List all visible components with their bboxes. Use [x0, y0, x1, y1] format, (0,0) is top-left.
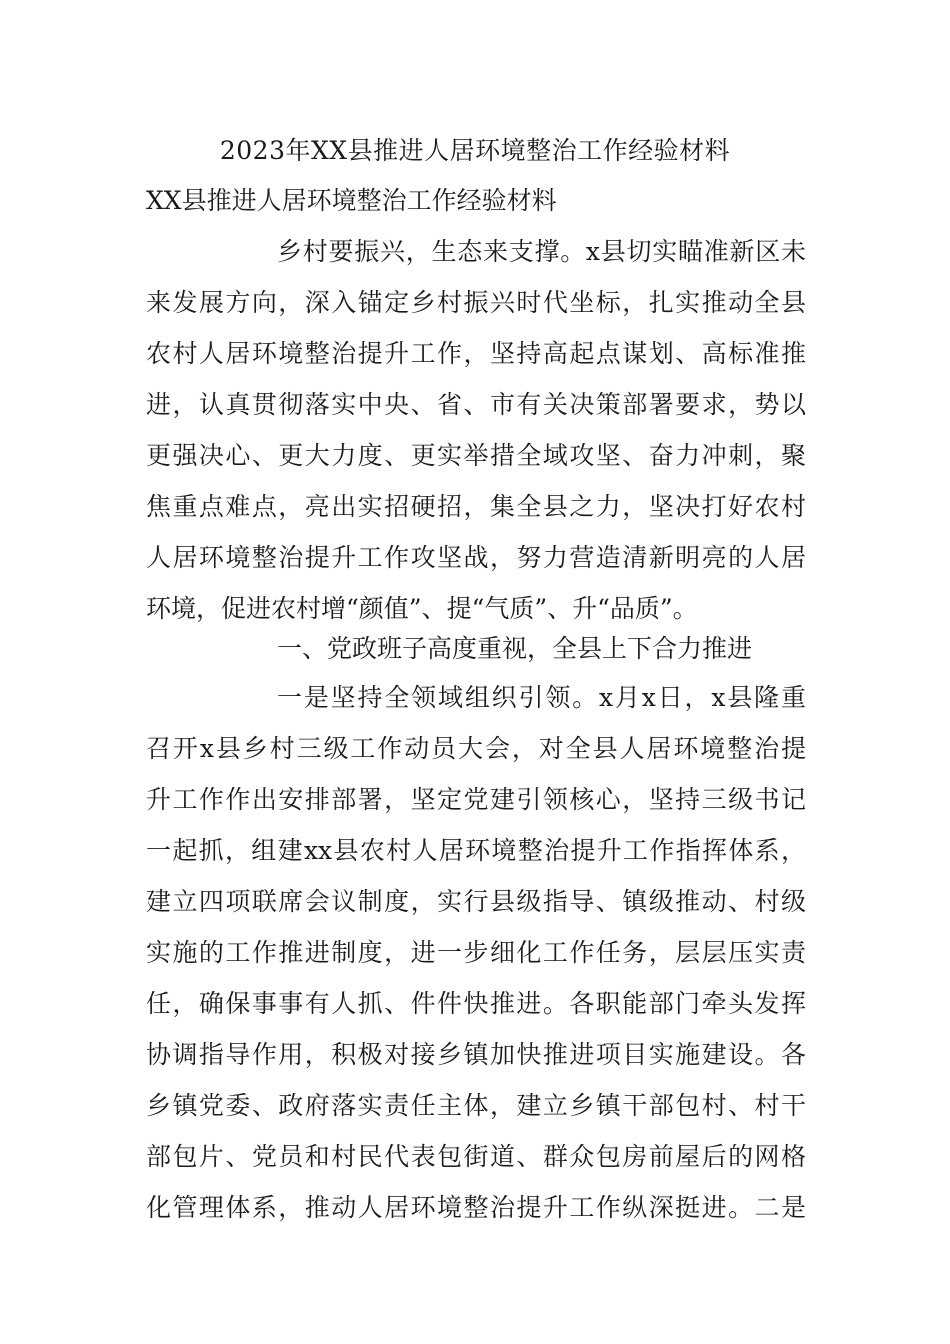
body-line: 建立四项联席会议制度，实行县级指导、镇级推动、村级 [146, 887, 806, 916]
body-line: 召开x县乡村三级工作动员大会，对全县人居环境整治提 [146, 734, 806, 763]
body-line: 实施的工作推进制度，进一步细化工作任务，层层压实责 [146, 938, 806, 967]
body-line: 化管理体系，推动人居环境整治提升工作纵深挺进。二是 [146, 1193, 806, 1222]
intro-line: 更强决心、更大力度、更实举措全域攻坚、奋力冲刺，聚 [146, 441, 806, 470]
intro-line: 进，认真贯彻落实中央、省、市有关决策部署要求，势以 [146, 390, 806, 419]
intro-line: 乡村要振兴，生态来支撑。x县切实瞄准新区未 [277, 237, 806, 266]
intro-line: 焦重点难点，亮出实招硬招，集全县之力，坚决打好农村 [146, 492, 806, 521]
body-line: 升工作作出安排部署，坚定党建引领核心，坚持三级书记 [146, 785, 806, 814]
intro-line: 人居环境整治提升工作攻坚战，努力营造清新明亮的人居 [146, 543, 806, 572]
document-title: 2023年XX县推进人居环境整治工作经验材料 [219, 136, 731, 165]
intro-line: 环境，促进农村增“颜值”、提“气质”、升“品质”。 [146, 594, 698, 623]
body-line: 一是坚持全领域组织引领。x月x日，x县隆重 [277, 683, 806, 712]
intro-line: 农村人居环境整治提升工作，坚持高起点谋划、高标准推 [146, 339, 806, 368]
section-heading: 一、党政班子高度重视，全县上下合力推进 [277, 634, 753, 663]
body-line: 部包片、党员和村民代表包街道、群众包房前屋后的网格 [146, 1142, 806, 1171]
body-line: 任，确保事事有人抓、件件快推进。各职能部门牵头发挥 [146, 989, 806, 1018]
intro-line: 来发展方向，深入锚定乡村振兴时代坐标，扎实推动全县 [146, 288, 806, 317]
body-line: 乡镇党委、政府落实责任主体，建立乡镇干部包村、村干 [146, 1091, 806, 1120]
document-subtitle: XX县推进人居环境整治工作经验材料 [146, 186, 557, 215]
body-line: 一起抓，组建xx县农村人居环境整治提升工作指挥体系， [146, 836, 806, 865]
body-line: 协调指导作用，积极对接乡镇加快推进项目实施建设。各 [146, 1040, 806, 1069]
